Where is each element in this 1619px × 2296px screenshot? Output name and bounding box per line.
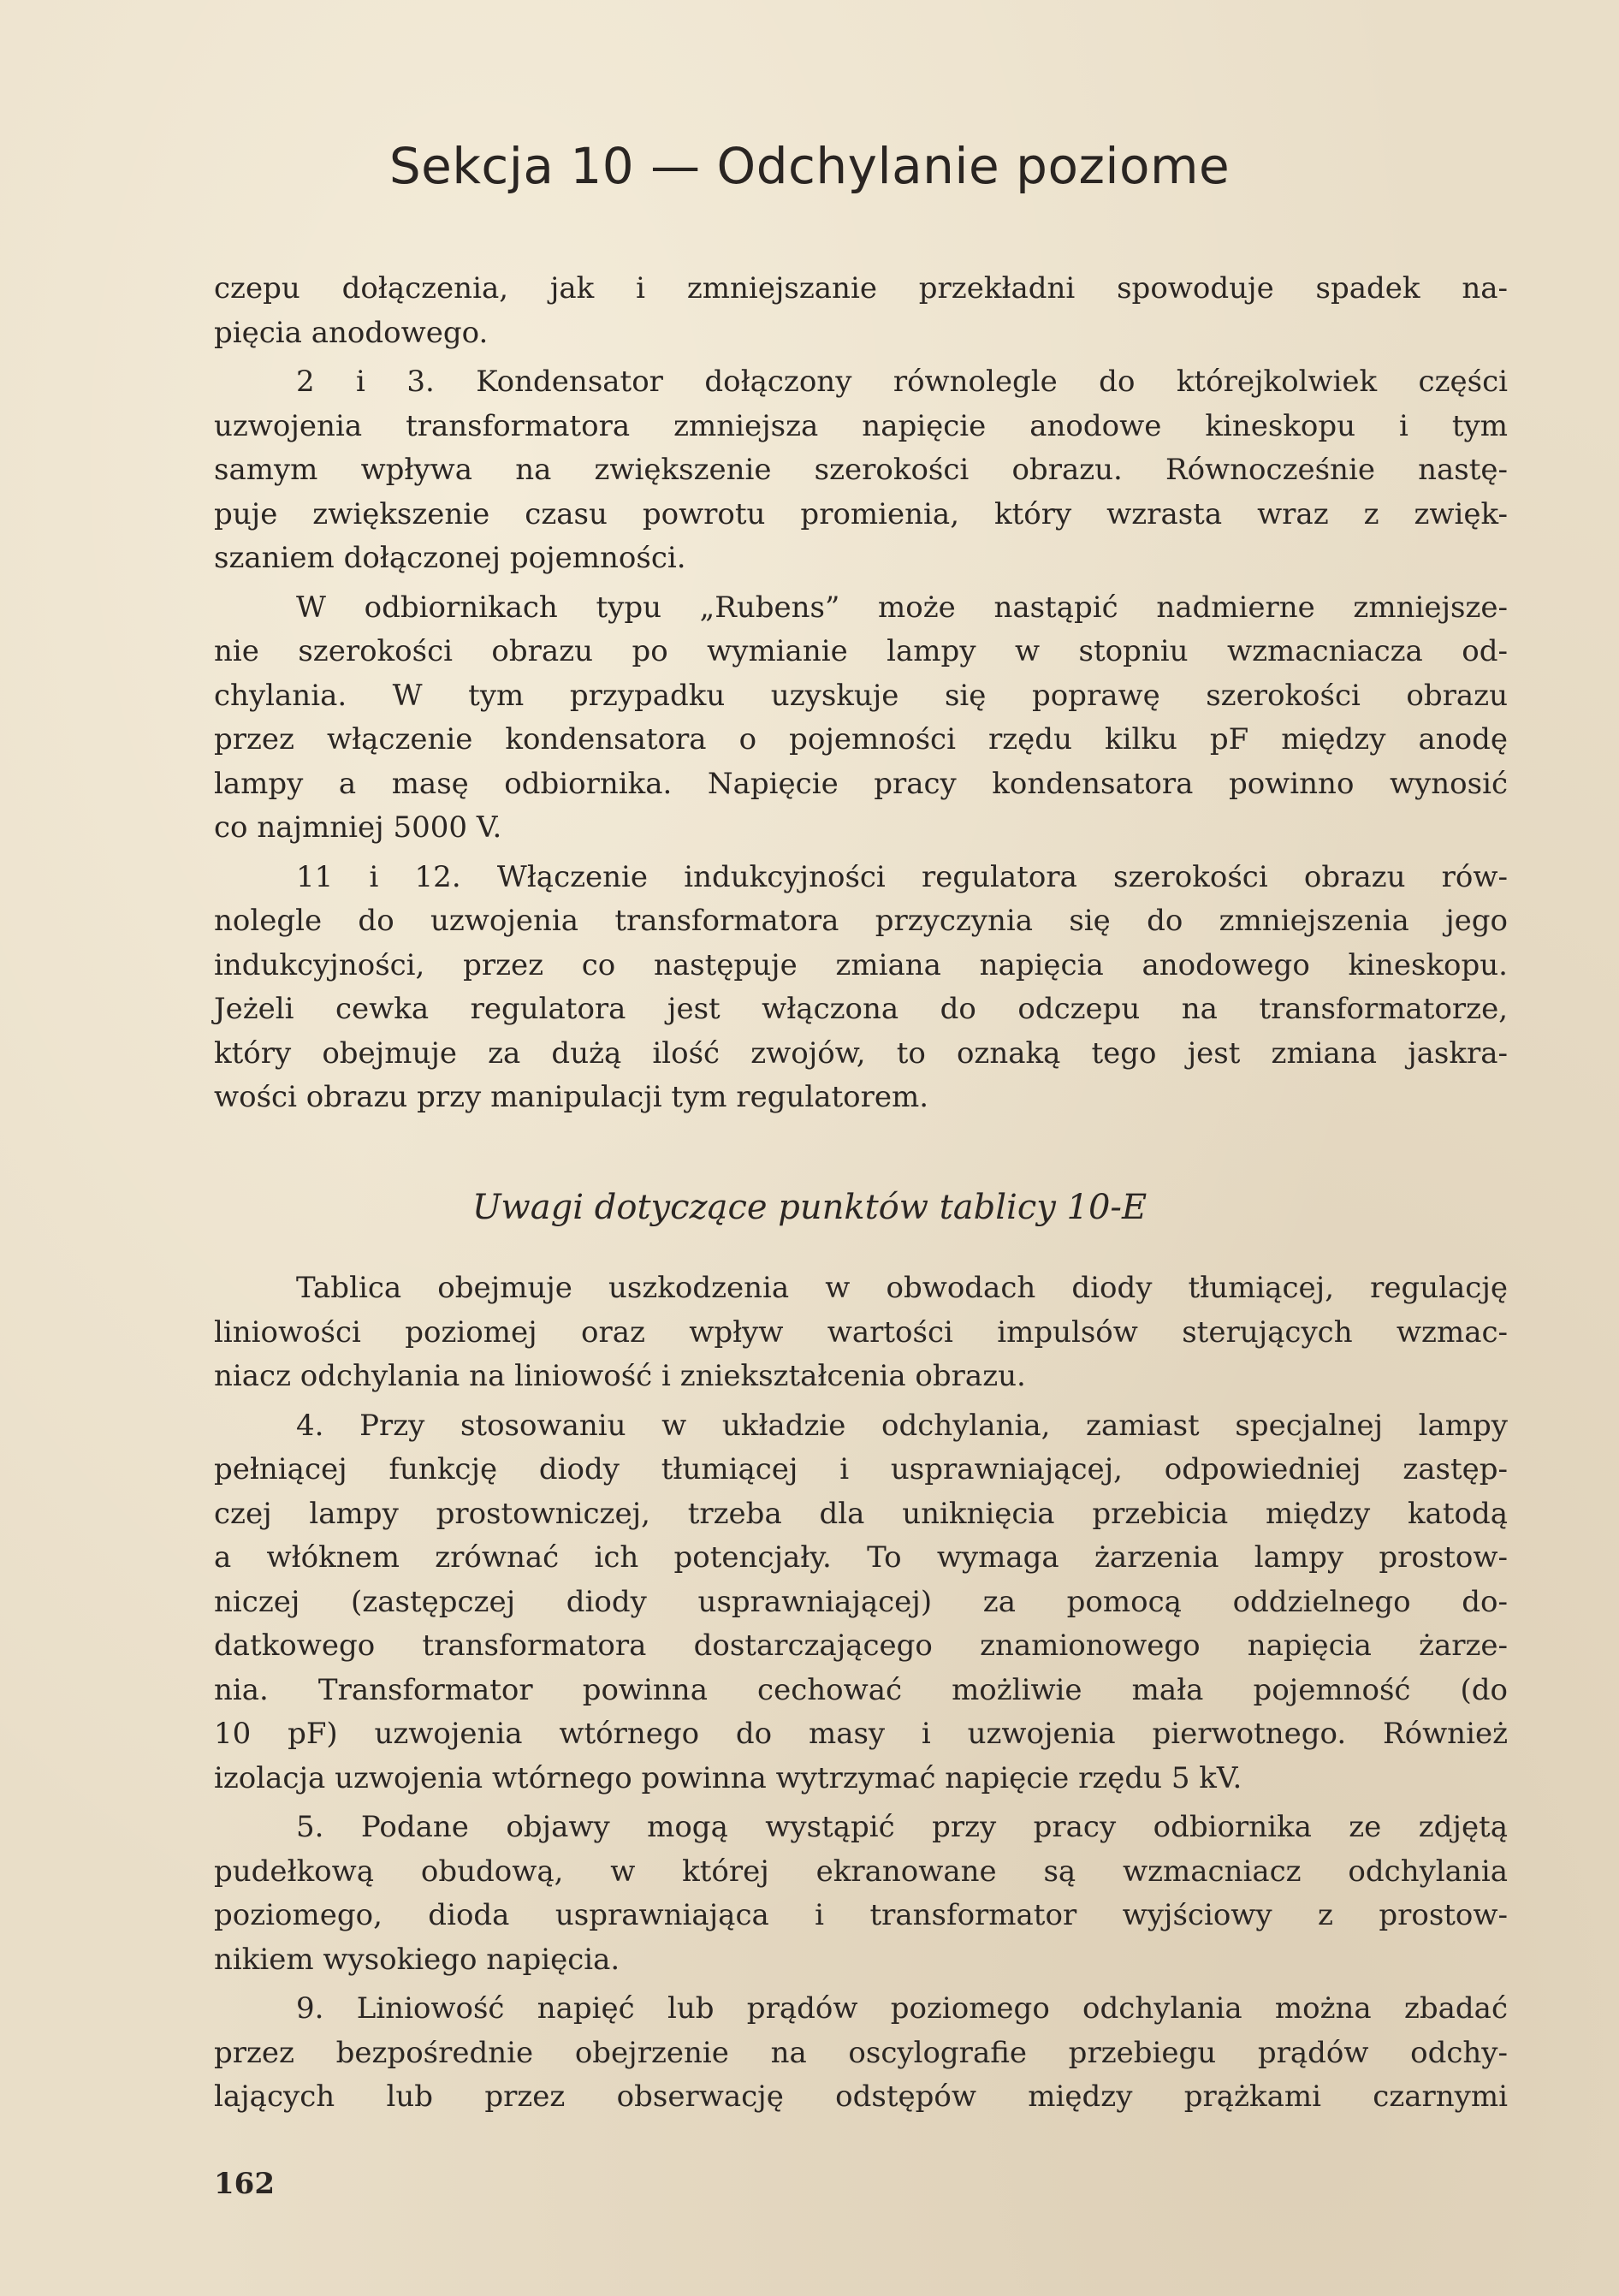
text-line: 9. Liniowość napięć lub prądów poziomego odchylania można zbadać xyxy=(296,1991,1508,2026)
text-line: lających lub przez obserwację odstępów między prążkami czarnymi xyxy=(214,2079,1508,2114)
text-line: lampy a masę odbiornika. Napięcie pracy kondensatora powinno wynosić xyxy=(214,766,1508,801)
text-line: pięcia anodowego. xyxy=(214,315,489,350)
text-line: 10 pF) uzwojenia wtórnego do masy i uzwojenia pierwotnego. Również xyxy=(214,1717,1508,1751)
text-line: liniowości poziomej oraz wpływ wartości impulsów sterujących wzmac- xyxy=(214,1314,1508,1350)
text-line: przez włączenie kondensatora o pojemności rzędu kilku pF między anodę xyxy=(214,722,1508,756)
paragraph xyxy=(214,1404,1508,1801)
text-line: 5. Podane objawy mogą wystąpić przy pracy odbiornika ze zdjętą xyxy=(296,1810,1508,1844)
text-line: nia. Transformator powinna cechować możliwie mała pojemność (do xyxy=(214,1672,1508,1707)
text-line: szaniem dołączonej pojemności. xyxy=(214,541,686,575)
text-line: a włóknem zrównać ich potencjały. To wymaga żarzenia lampy prostow- xyxy=(214,1540,1508,1575)
text-line: poziomego, dioda usprawniająca i transformator wyjściowy z prostow- xyxy=(214,1898,1508,1932)
text-line: datkowego transformatora dostarczającego znamionowego napięcia żarze- xyxy=(214,1629,1508,1663)
body-text-section-1 xyxy=(214,267,1508,1125)
paragraph xyxy=(214,1806,1508,1982)
text-line: samym wpływa na zwiększenie szerokości obrazu. Równocześnie nastę- xyxy=(214,453,1508,487)
text-line: puje zwiększenie czasu powrotu promienia, który wzrasta wraz z zwięk- xyxy=(214,496,1508,531)
text-line: niacz odchylania na liniowość i zniekształcenia obrazu. xyxy=(214,1359,1026,1393)
paragraph xyxy=(214,856,1508,1120)
text-line: pełniącej funkcję diody tłumiącej i usprawniającej, odpowiedniej zastęp- xyxy=(214,1452,1508,1486)
text-line: W odbiornikach typu „Rubens” może nastąpić nadmierne zmniejsze- xyxy=(296,590,1508,625)
page-number: 162 xyxy=(214,2167,275,2201)
paragraph xyxy=(214,586,1508,851)
body-text-section-2 xyxy=(214,1267,1508,2125)
text-line: 4. Przy stosowaniu w układzie odchylania, zamiast specjalnej lampy xyxy=(296,1408,1508,1443)
text-line: czepu dołączenia, jak i zmniejszanie przekładni spowoduje spadek na- xyxy=(214,271,1508,306)
paragraph xyxy=(214,267,1508,355)
text-line: nolegle do uzwojenia transformatora przyczynia się do zmniejszenia jego xyxy=(214,904,1508,938)
text-line: indukcyjności, przez co następuje zmiana napięcia anodowego kineskopu. xyxy=(214,947,1508,982)
text-line: przez bezpośrednie obejrzenie na oscylografie przebiegu prądów odchy- xyxy=(214,2035,1508,2070)
text-line: wości obrazu przy manipulacji tym regulatorem. xyxy=(214,1080,929,1114)
text-line: niczej (zastępczej diody usprawniającej) za pomocą oddzielnego do- xyxy=(214,1584,1508,1619)
text-line: izolacja uzwojenia wtórnego powinna wytrzymać napięcie rzędu 5 kV. xyxy=(214,1760,1242,1795)
text-line: Tablica obejmuje uszkodzenia w obwodach diody tłumiącej, regulację xyxy=(296,1271,1508,1305)
paragraph xyxy=(214,1267,1508,1399)
text-line: 2 i 3. Kondensator dołączony równolegle do którejkolwiek części xyxy=(296,365,1508,399)
text-line: nikiem wysokiego napięcia. xyxy=(214,1942,620,1977)
text-line: uzwojenia transformatora zmniejsza napięcie anodowe kineskopu i tym xyxy=(214,408,1508,443)
text-line: co najmniej 5000 V. xyxy=(214,810,502,845)
page-title: Sekcja 10 — Odchylanie poziome xyxy=(388,137,1231,195)
paragraph xyxy=(214,1987,1508,2120)
text-line: nie szerokości obrazu po wymianie lampy w stopniu wzmacniacza od- xyxy=(214,634,1508,668)
subheading: Uwagi dotyczące punktów tablicy 10-E xyxy=(471,1188,1148,1227)
text-line: chylania. W tym przypadku uzyskuje się poprawę szerokości obrazu xyxy=(214,678,1508,713)
text-line: czej lampy prostowniczej, trzeba dla uniknięcia przebicia między katodą xyxy=(214,1496,1508,1531)
paragraph xyxy=(214,360,1508,581)
text-line: który obejmuje za dużą ilość zwojów, to oznaką tego jest zmiana jaskra- xyxy=(214,1035,1508,1071)
text-line: pudełkową obudową, w której ekranowane są wzmacniacz odchylania xyxy=(214,1854,1508,1889)
text-line: 11 i 12. Włączenie indukcyjności regulatora szerokości obrazu rów- xyxy=(296,859,1508,894)
text-line: Jeżeli cewka regulatora jest włączona do odczepu na transformatorze, xyxy=(214,992,1508,1026)
